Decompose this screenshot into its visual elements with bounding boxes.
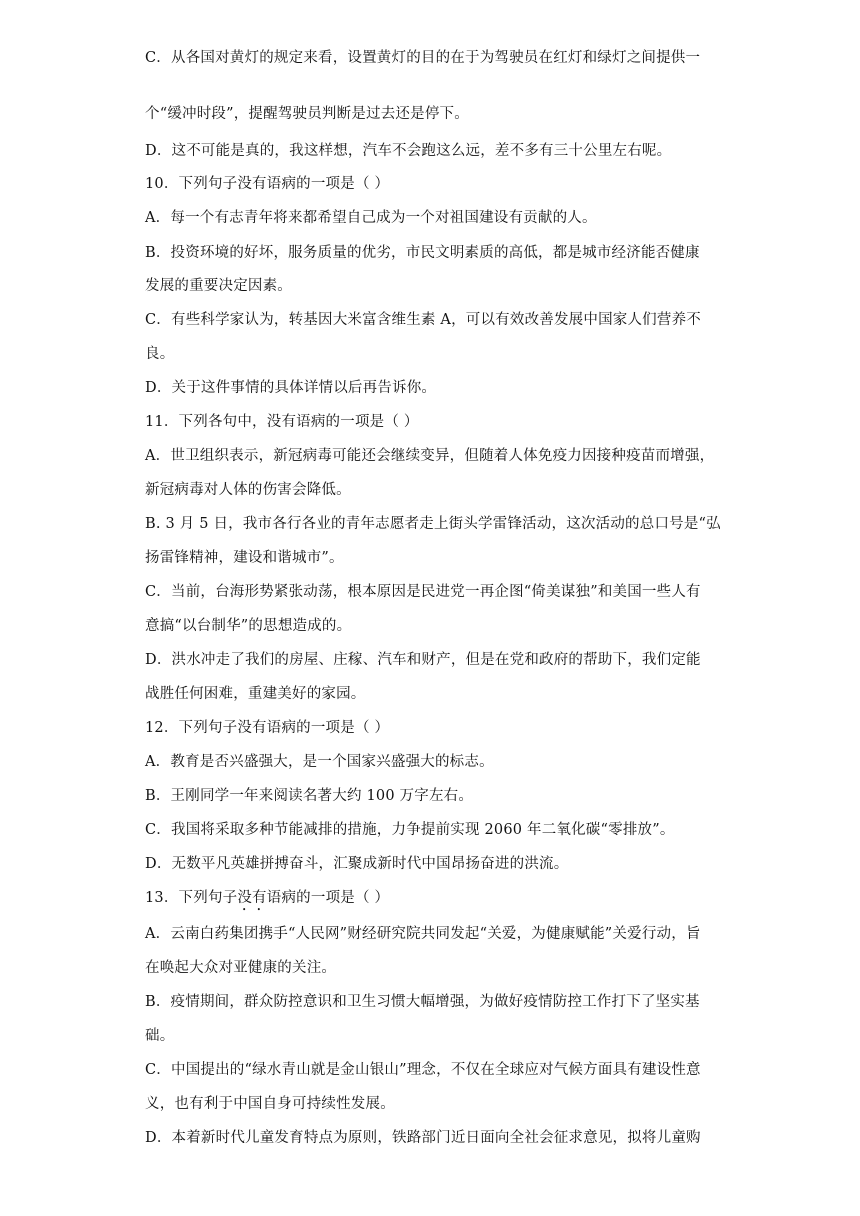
emphasis-text: 没有 xyxy=(237,890,267,906)
option-d: D．洪水冲走了我们的房屋、庄稼、汽车和财产，但是在党和政府的帮助下，我们定能 xyxy=(145,652,701,668)
text-line: 战胜任何困难，重建美好的家园。 xyxy=(145,686,366,702)
option-a: A．云南白药集团携手“人民网”财经研究院共同发起“关爱，为健康赋能”关爱行动，旨 xyxy=(145,926,701,942)
question-13-prefix: 13．下列句子 xyxy=(145,890,238,906)
option-b: B. 3 月 5 日，我市各行各业的青年志愿者走上街头学雷锋活动，这次活动的总口号是“弘 xyxy=(145,516,721,532)
option-d: D．本着新时代儿童发育特点为原则，铁路部门近日面向全社会征求意见，拟将儿童购 xyxy=(145,1130,701,1146)
text-line: 意搞“以台制华”的思想造成的。 xyxy=(145,618,352,634)
option-c: C．当前，台海形势紧张动荡，根本原因是民进党一再企图“倚美谋独”和美国一些人有 xyxy=(145,584,701,600)
question-12: 12．下列句子没有语病的一项是（ ） xyxy=(145,720,390,736)
text-line: 新冠病毒对人体的伤害会降低。 xyxy=(145,482,351,498)
question-13 xyxy=(145,888,720,908)
text-line: 础。 xyxy=(145,1028,175,1044)
option-a: A．世卫组织表示，新冠病毒可能还会继续变异，但随着人体免疫力因接种疫苗而增强， xyxy=(145,448,715,464)
text-line: 发展的重要决定因素。 xyxy=(145,278,292,294)
text-line: D．这不可能是真的，我这样想，汽车不会跑这么远，差不多有三十公里左右呢。 xyxy=(145,143,672,159)
option-c: C．有些科学家认为，转基因大米富含维生素 A，可以有效改善发展中国家人们营养不 xyxy=(145,312,701,328)
option-a: A．每一个有志青年将来都希望自己成为一个对祖国建设有贡献的人。 xyxy=(145,210,597,226)
text-line: 个“缓冲时段”，提醒驾驶员判断是过去还是停下。 xyxy=(145,106,469,122)
option-b: B．投资环境的好坏，服务质量的优劣，市民文明素质的高低，都是城市经济能否健康 xyxy=(145,245,700,261)
text-line: 扬雷锋精神，建设和谐城市”。 xyxy=(145,550,344,566)
text-line: 在唤起大众对亚健康的关注。 xyxy=(145,960,337,976)
option-a: A．教育是否兴盛强大，是一个国家兴盛强大的标志。 xyxy=(145,754,494,770)
text-line: 义，也有利于中国自身可持续性发展。 xyxy=(145,1096,395,1112)
option-b: B．疫情期间，群众防控意识和卫生习惯大幅增强，为做好疫情防控工作打下了坚实基 xyxy=(145,994,700,1010)
text-line: C．从各国对黄灯的规定来看，设置黄灯的目的在于为驾驶员在红灯和绿灯之间提供一 xyxy=(145,50,701,66)
question-10: 10．下列句子没有语病的一项是（ ） xyxy=(145,176,390,192)
option-b: B．王刚同学一年来阅读名著大约 100 万字左右。 xyxy=(145,788,474,804)
option-c: C．我国将采取多种节能减排的措施，力争提前实现 2060 年二氧化碳“零排放”。 xyxy=(145,822,675,838)
question-11: 11．下列各句中，没有语病的一项是（ ） xyxy=(145,414,419,430)
text-line: 良。 xyxy=(145,346,175,362)
option-d: D．关于这件事情的具体详情以后再告诉你。 xyxy=(145,380,437,396)
option-c: C．中国提出的“绿水青山就是金山银山”理念，不仅在全球应对气候方面具有建设性意 xyxy=(145,1062,701,1078)
option-d: D．无数平凡英雄拼搏奋斗，汇聚成新时代中国昂扬奋进的洪流。 xyxy=(145,856,569,872)
question-13-suffix: 语病的一项是（ ） xyxy=(266,890,390,906)
